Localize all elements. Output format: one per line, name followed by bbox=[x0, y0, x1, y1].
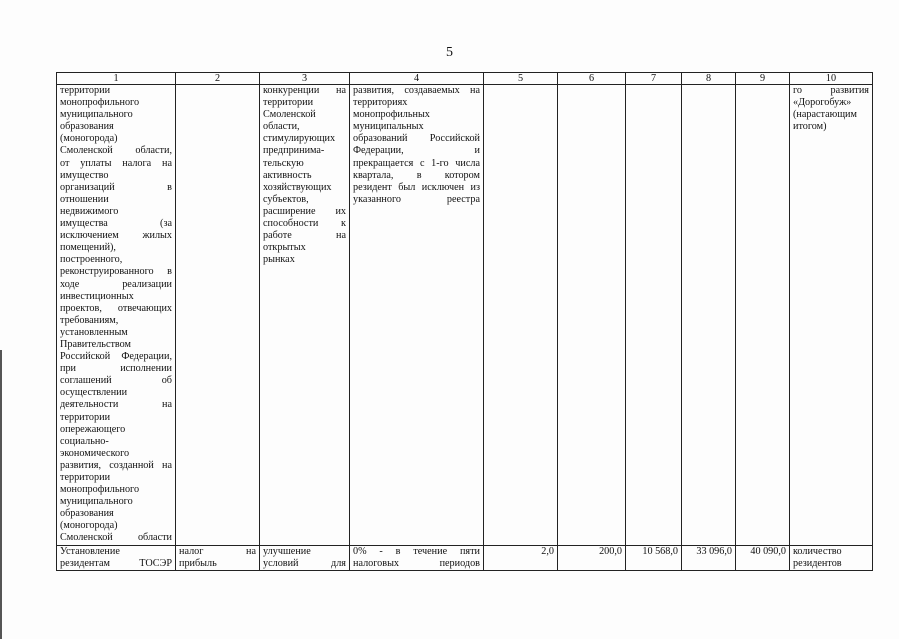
value-cell: 2,0 bbox=[484, 545, 558, 570]
cell-line: улучшение bbox=[263, 545, 311, 557]
measure-description-cell bbox=[57, 545, 176, 570]
cell-line: налог на bbox=[179, 545, 256, 557]
cell-line: области, bbox=[263, 121, 300, 133]
cell-line: (моногорода) bbox=[60, 520, 118, 532]
cell-line: резидентов bbox=[793, 557, 842, 569]
value-cell bbox=[626, 85, 682, 546]
cell-line: Федерации, и bbox=[353, 145, 480, 157]
value-cell: 33 096,0 bbox=[682, 545, 736, 570]
cell-line: монопрофильных bbox=[353, 109, 430, 121]
cell-line: предпринима- bbox=[263, 145, 325, 157]
cell-line: образований Российской bbox=[353, 133, 480, 145]
cell-line: муниципальных bbox=[353, 121, 424, 133]
cell-line: территории bbox=[60, 472, 111, 483]
cell-line: требованиям, bbox=[60, 314, 119, 326]
cell-line: рынках bbox=[263, 254, 295, 266]
cell-line: деятельности на bbox=[60, 399, 172, 411]
cell-line: территории bbox=[263, 97, 314, 109]
cell-line: квартала, в котором bbox=[353, 169, 480, 181]
cell-line: территориях bbox=[353, 97, 408, 109]
cell-line: организаций в bbox=[60, 181, 172, 193]
cell-line: соглашений об bbox=[60, 375, 172, 387]
cell-line: субъектов, bbox=[263, 193, 309, 205]
value-cell bbox=[736, 85, 790, 546]
cell-line: активность bbox=[263, 169, 312, 181]
cell-line: монопрофильного bbox=[60, 97, 140, 109]
cell-line: образования bbox=[60, 508, 114, 520]
cell-line: Правительством bbox=[60, 338, 131, 350]
cell-line: установленным bbox=[60, 326, 128, 338]
cell-line: 0% - в течение пяти bbox=[353, 545, 480, 557]
cell-line: работе на bbox=[263, 230, 346, 242]
cell-line: осуществлении bbox=[60, 387, 128, 399]
column-number: 3 bbox=[260, 73, 350, 85]
column-number: 7 bbox=[626, 73, 682, 85]
goal-cell bbox=[260, 545, 350, 570]
value-cell: 10 568,0 bbox=[626, 545, 682, 570]
cell-line: социально- bbox=[60, 435, 109, 447]
cell-line: проектов, отвечающих bbox=[60, 302, 172, 314]
cell-line: имущества (за bbox=[60, 218, 172, 230]
cell-line: инвестиционных bbox=[60, 290, 134, 302]
cell-line: территории bbox=[60, 411, 111, 423]
cell-line: Смоленской области, bbox=[60, 145, 172, 157]
cell-line: построенного, bbox=[60, 254, 123, 266]
cell-line: муниципального bbox=[60, 496, 133, 508]
cell-line: Российской Федерации, bbox=[60, 351, 172, 363]
cell-line: муниципального bbox=[60, 109, 133, 121]
cell-line: отношении bbox=[60, 193, 109, 205]
cell-line: налоговых периодов bbox=[353, 557, 480, 569]
cell-line: конкуренции на bbox=[263, 85, 346, 96]
cell-line: при исполнении bbox=[60, 363, 172, 375]
cell-line: опережающего bbox=[60, 423, 126, 435]
cell-line: способности к bbox=[263, 218, 346, 230]
conditions-cell bbox=[350, 545, 484, 570]
indicator-cell bbox=[790, 85, 873, 546]
cell-line: развития, созданной на bbox=[60, 459, 172, 471]
table-row bbox=[57, 545, 873, 570]
margin-line bbox=[0, 350, 2, 639]
cell-line: образования bbox=[60, 121, 114, 133]
cell-line: (моногорода) bbox=[60, 133, 118, 145]
cell-line: прекращается с 1-го числа bbox=[353, 157, 480, 169]
column-number: 6 bbox=[558, 73, 626, 85]
column-number-row bbox=[57, 73, 873, 85]
column-number: 9 bbox=[736, 73, 790, 85]
cell-line: Установление bbox=[60, 545, 120, 557]
column-number: 4 bbox=[350, 73, 484, 85]
tax-type-cell bbox=[176, 85, 260, 546]
cell-line: развития, создаваемых на bbox=[353, 85, 480, 96]
cell-line: исключением жилых bbox=[60, 230, 172, 242]
indicator-cell bbox=[790, 545, 873, 570]
cell-line: итогом) bbox=[793, 121, 827, 133]
cell-line: количество bbox=[793, 545, 842, 557]
cell-line: резидентам ТОСЭР bbox=[60, 557, 172, 569]
cell-line: хозяйствующих bbox=[263, 181, 332, 193]
cell-line: Смоленской области bbox=[60, 532, 172, 544]
column-number: 1 bbox=[57, 73, 176, 85]
cell-line: Смоленской bbox=[263, 109, 316, 121]
cell-line: от уплаты налога на bbox=[60, 157, 172, 169]
cell-line: открытых bbox=[263, 242, 306, 254]
cell-line: недвижимого bbox=[60, 205, 119, 217]
tax-type-cell bbox=[176, 545, 260, 570]
cell-line: территории bbox=[60, 85, 111, 96]
value-cell: 200,0 bbox=[558, 545, 626, 570]
cell-line: помещений), bbox=[60, 242, 116, 254]
measure-description-cell bbox=[57, 85, 176, 546]
conditions-cell bbox=[350, 85, 484, 546]
cell-line: условий для bbox=[263, 557, 346, 569]
cell-line: (нарастающим bbox=[793, 109, 857, 121]
cell-line: указанного реестра bbox=[353, 193, 480, 205]
value-cell bbox=[558, 85, 626, 546]
page-number: 5 bbox=[446, 45, 453, 60]
cell-line: ходе реализации bbox=[60, 278, 172, 290]
cell-line: реконструированного в bbox=[60, 266, 172, 278]
incentive-table bbox=[56, 72, 873, 571]
cell-line: монопрофильного bbox=[60, 484, 140, 496]
cell-line: резидент был исключен из bbox=[353, 181, 480, 193]
cell-line: го развития bbox=[793, 85, 869, 96]
column-number: 2 bbox=[176, 73, 260, 85]
table-row bbox=[57, 85, 873, 546]
value-cell bbox=[682, 85, 736, 546]
value-cell bbox=[484, 85, 558, 546]
cell-line: прибыль bbox=[179, 557, 217, 569]
cell-line: стимулирующих bbox=[263, 133, 336, 145]
cell-line: экономического bbox=[60, 447, 130, 459]
column-number: 10 bbox=[790, 73, 873, 85]
goal-cell bbox=[260, 85, 350, 546]
cell-line: расширение их bbox=[263, 205, 346, 217]
column-number: 5 bbox=[484, 73, 558, 85]
value-cell: 40 090,0 bbox=[736, 545, 790, 570]
cell-line: имущество bbox=[60, 169, 109, 181]
column-number: 8 bbox=[682, 73, 736, 85]
cell-line: тельскую bbox=[263, 157, 304, 169]
cell-line: «Дорогобуж» bbox=[793, 97, 852, 109]
